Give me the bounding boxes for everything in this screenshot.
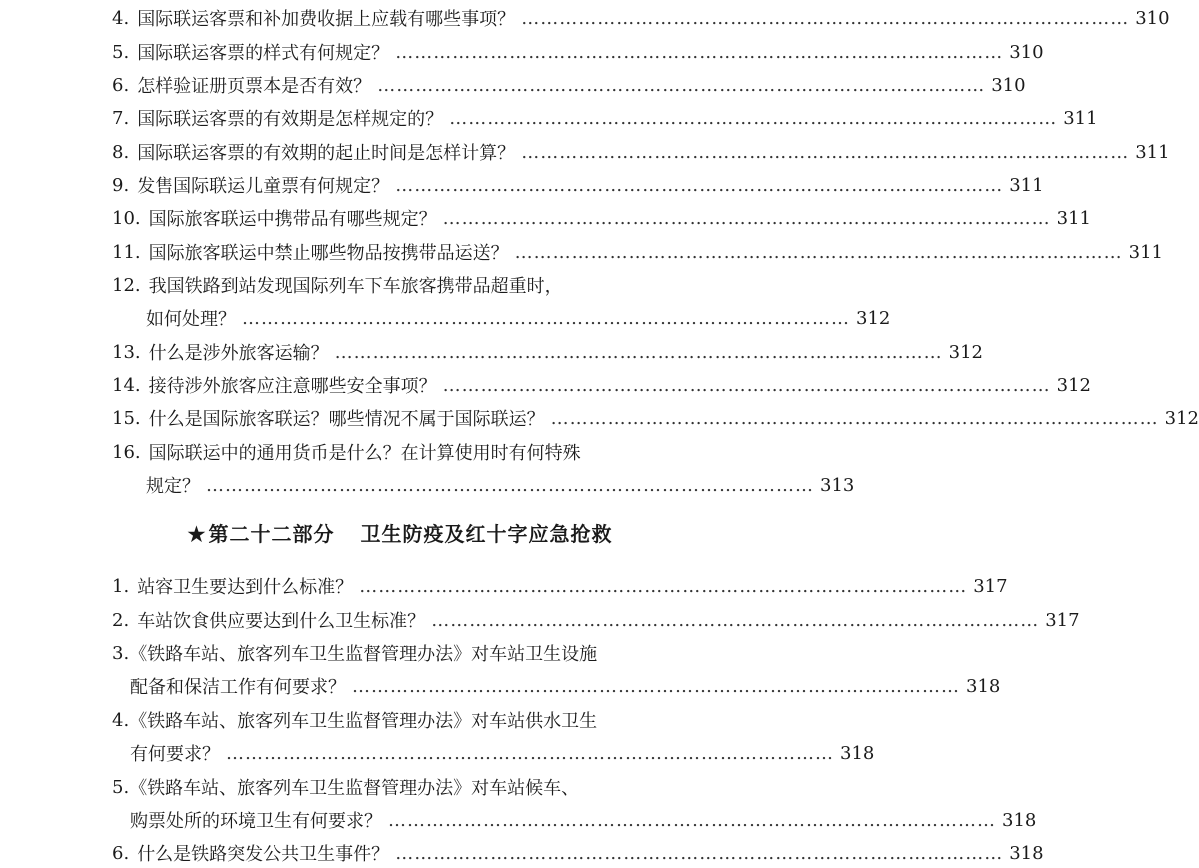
dot-leader: …………………………………………………………………………………… xyxy=(352,675,960,697)
entry-page: 310 xyxy=(1135,7,1170,29)
toc-entry xyxy=(112,605,1080,635)
dot-leader: …………………………………………………………………………………… xyxy=(226,742,834,764)
dot-leader: …………………………………………………………………………………… xyxy=(442,207,1051,229)
entry-page: 311 xyxy=(1056,207,1091,229)
entry-page: 313 xyxy=(820,474,855,496)
entry-number: 1. xyxy=(112,575,130,597)
dot-leader: …………………………………………………………………………………… xyxy=(359,575,968,597)
toc-entry-continuation xyxy=(130,671,1001,701)
entry-title: 《铁路车站、旅客列车卫生监督管理办法》对车站候车、 xyxy=(129,778,580,799)
entry-title-continued: 购票处所的环境卫生有何要求？ xyxy=(130,811,382,832)
entry-title: 什么是铁路突发公共卫生事件？ xyxy=(137,844,390,865)
dot-leader: …………………………………………………………………………………… xyxy=(388,809,996,831)
entry-title-continued: 有何要求？ xyxy=(130,744,220,765)
dot-leader: …………………………………………………………………………………… xyxy=(431,609,1040,631)
entry-number: 9. xyxy=(112,174,130,196)
entry-title: 国际旅客联运中携带品有哪些规定？ xyxy=(148,209,437,230)
entry-number: 6. xyxy=(112,74,130,96)
entry-title: 站容卫生要达到什么标准？ xyxy=(137,577,354,598)
entry-number: 13. xyxy=(112,341,141,363)
toc-entry xyxy=(112,370,1091,400)
toc-entry xyxy=(112,403,1199,433)
toc-entry xyxy=(112,70,1026,100)
entry-number: 15. xyxy=(112,407,141,429)
entry-number: 10. xyxy=(112,207,141,229)
entry-title-continued: 如何处理？ xyxy=(146,309,236,330)
entry-title: 发售国际联运儿童票有何规定？ xyxy=(137,176,390,197)
dot-leader: …………………………………………………………………………………… xyxy=(449,107,1058,129)
entry-page: 311 xyxy=(1063,107,1098,129)
dot-leader: …………………………………………………………………………………… xyxy=(442,374,1051,396)
entry-title: 国际联运客票的有效期是怎样规定的？ xyxy=(137,109,444,130)
section-title: 卫生防疫及红十字应急抢救 xyxy=(360,522,613,546)
entry-number: 7. xyxy=(112,107,130,129)
toc-entry xyxy=(112,772,712,802)
entry-number: 11. xyxy=(112,241,141,263)
entry-page: 312 xyxy=(1056,374,1091,396)
entry-title: 《铁路车站、旅客列车卫生监督管理办法》对车站供水卫生 xyxy=(129,711,598,732)
dot-leader: …………………………………………………………………………………… xyxy=(514,241,1123,263)
entry-title: 《铁路车站、旅客列车卫生监督管理办法》对车站卫生设施 xyxy=(129,644,598,665)
entry-page: 317 xyxy=(973,575,1008,597)
toc-entry xyxy=(112,137,1170,167)
toc-entry xyxy=(112,37,1044,67)
toc-entry xyxy=(112,337,983,367)
entry-page: 312 xyxy=(948,341,983,363)
toc-entry xyxy=(112,705,712,735)
dot-leader: …………………………………………………………………………………… xyxy=(395,842,1004,864)
entry-page: 312 xyxy=(856,307,891,329)
toc-entry xyxy=(112,203,1091,233)
toc-entry xyxy=(112,571,1008,601)
toc-entry xyxy=(112,170,1044,200)
entry-title: 怎样验证册页票本是否有效？ xyxy=(137,76,372,97)
entry-number: 3. xyxy=(112,642,130,664)
toc-entry xyxy=(112,437,712,467)
entry-title: 国际联运客票的样式有何规定？ xyxy=(137,43,390,64)
toc-entry-continuation xyxy=(130,805,1037,835)
entry-page: 310 xyxy=(991,74,1026,96)
section-part-label: 第二十二部分 xyxy=(208,522,335,546)
toc-entry xyxy=(112,103,1098,133)
dot-leader: …………………………………………………………………………………… xyxy=(334,341,943,363)
entry-page: 310 xyxy=(1009,41,1044,63)
entry-title: 我国铁路到站发现国际列车下车旅客携带品超重时， xyxy=(148,276,563,297)
entry-number: 12. xyxy=(112,274,141,296)
toc-entry-continuation xyxy=(130,738,875,768)
entry-number: 4. xyxy=(112,709,130,731)
star-icon: ★ xyxy=(187,522,207,546)
toc-entry xyxy=(112,270,712,300)
entry-number: 5. xyxy=(112,776,130,798)
toc-entry xyxy=(112,3,1170,33)
entry-page: 311 xyxy=(1135,141,1170,163)
entry-number: 14. xyxy=(112,374,141,396)
entry-title-continued: 规定？ xyxy=(146,476,200,497)
entry-page: 311 xyxy=(1128,241,1163,263)
toc-entry xyxy=(112,638,712,668)
dot-leader: …………………………………………………………………………………… xyxy=(395,41,1004,63)
entry-title: 国际联运中的通用货币是什么？在计算使用时有何特殊 xyxy=(148,443,581,464)
entry-number: 2. xyxy=(112,609,130,631)
entry-title: 国际联运客票和补加费收据上应载有哪些事项？ xyxy=(137,9,516,30)
entry-page: 318 xyxy=(1002,809,1037,831)
dot-leader: …………………………………………………………………………………… xyxy=(521,7,1130,29)
dot-leader: …………………………………………………………………………………… xyxy=(521,141,1130,163)
entry-page: 312 xyxy=(1164,407,1199,429)
dot-leader: …………………………………………………………………………………… xyxy=(395,174,1004,196)
entry-page: 311 xyxy=(1009,174,1044,196)
toc-entry-continuation xyxy=(146,470,855,500)
toc-entry-continuation xyxy=(146,303,891,333)
dot-leader: …………………………………………………………………………………… xyxy=(377,74,986,96)
entry-number: 16. xyxy=(112,441,141,463)
dot-leader: …………………………………………………………………………………… xyxy=(550,407,1159,429)
entry-title: 什么是涉外旅客运输？ xyxy=(148,343,329,364)
entry-number: 4. xyxy=(112,7,130,29)
toc-entry xyxy=(112,838,1044,868)
entry-number: 6. xyxy=(112,842,130,864)
entry-title: 国际旅客联运中禁止哪些物品按携带品运送？ xyxy=(148,243,509,264)
entry-number: 8. xyxy=(112,141,130,163)
toc-entry xyxy=(112,237,1163,267)
section-heading xyxy=(0,518,800,547)
entry-title: 车站饮食供应要达到什么卫生标准？ xyxy=(137,611,426,632)
dot-leader: …………………………………………………………………………………… xyxy=(242,307,850,329)
entry-page: 317 xyxy=(1045,609,1080,631)
entry-page: 318 xyxy=(1009,842,1044,864)
entry-title-continued: 配备和保洁工作有何要求？ xyxy=(130,677,346,698)
entry-page: 318 xyxy=(966,675,1001,697)
entry-title: 接待涉外旅客应注意哪些安全事项？ xyxy=(148,376,437,397)
entry-page: 318 xyxy=(840,742,875,764)
entry-title: 什么是国际旅客联运？哪些情况不属于国际联运？ xyxy=(148,409,545,430)
dot-leader: …………………………………………………………………………………… xyxy=(206,474,814,496)
entry-title: 国际联运客票的有效期的起止时间是怎样计算？ xyxy=(137,143,516,164)
entry-number: 5. xyxy=(112,41,130,63)
